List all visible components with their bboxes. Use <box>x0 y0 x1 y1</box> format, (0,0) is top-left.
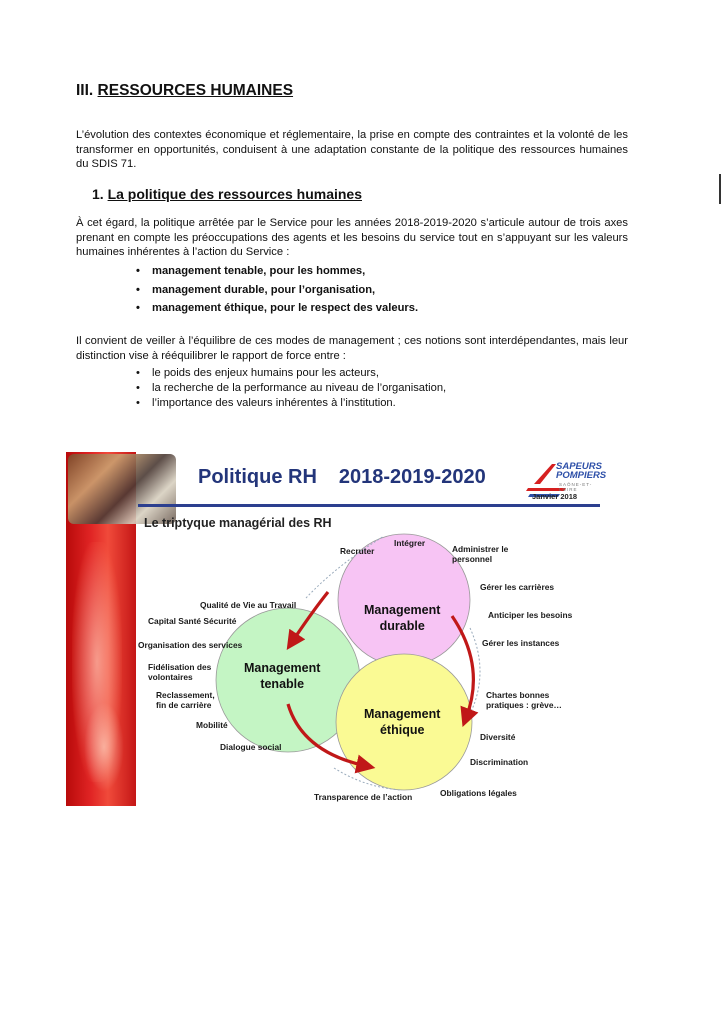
label-management-ethique <box>364 706 440 738</box>
label-management-durable <box>364 602 440 634</box>
label-line: Fidélisation des <box>148 662 212 672</box>
subsection-title: La politique des ressources humaines <box>107 186 362 202</box>
list-item: • management éthique, pour le respect des valeurs. <box>136 299 418 318</box>
circle-label-line: Management <box>364 707 441 721</box>
intro-paragraph: L’évolution des contextes économique et réglementaire, la prise en compte des contraintes et la volonté de les transformer en opportunités, conduisent à une adaptation constante de la politique des ressources humaines du SDIS 71. <box>76 129 628 171</box>
policy-paragraph: À cet égard, la politique arrêtée par le Service pour les années 2018-2019-2020 s’articule autour de trois axes prenant en compte les préoccupations des agents et les besoins du service tout en s’appuyant sur les valeurs humaines inhérentes à l’action du Service : <box>76 217 628 259</box>
list-item: • la recherche de la performance au niveau de l’organisation, <box>136 381 446 396</box>
logo-line-2: POMPIERS <box>556 470 607 481</box>
circle-label-line: durable <box>379 619 425 633</box>
figure-subtitle: Le triptyque managérial des RH <box>144 516 332 530</box>
label-diversite: Diversité <box>480 732 516 742</box>
label-line: fin de carrière <box>156 700 212 710</box>
label-organisation: Organisation des services <box>138 640 243 650</box>
label-administrer <box>452 544 508 564</box>
subsection-number: 1. <box>92 186 104 202</box>
list-item: • management durable, pour l’organisation, <box>136 281 418 300</box>
label-integrer: Intégrer <box>394 538 426 548</box>
label-fidelisation <box>148 662 211 682</box>
label-line: volontaires <box>148 672 193 682</box>
circle-label-line: éthique <box>379 723 425 737</box>
section-heading <box>76 82 293 100</box>
venn-diagram <box>66 452 608 806</box>
label-obligations: Obligations légales <box>440 788 517 798</box>
figure-title-text: Politique RH <box>198 466 317 488</box>
label-dialogue: Dialogue social <box>220 742 282 752</box>
label-line: Administrer le <box>452 544 509 554</box>
label-recruter: Recruter <box>340 546 375 556</box>
margin-mark <box>719 174 721 204</box>
rh-policy-figure <box>66 452 608 806</box>
label-chartes <box>486 690 562 710</box>
circle-label-line: Management <box>244 661 321 675</box>
label-management-tenable <box>244 660 320 692</box>
label-anticiper: Anticiper les besoins <box>488 610 573 620</box>
logo-line-1: SAPEURS <box>556 461 602 472</box>
list-item: • l’importance des valeurs inhérentes à l’institution. <box>136 396 446 411</box>
list-item: • management tenable, pour les hommes, <box>136 262 418 281</box>
label-reclassement <box>156 690 215 710</box>
logo-subtitle: SAÔNE-ET-LOIRE <box>559 482 593 492</box>
label-line: pratiques : grève… <box>486 700 562 710</box>
axes-list <box>136 262 418 318</box>
label-capital: Capital Santé Sécurité <box>148 616 237 626</box>
label-qualite: Qualité de Vie au Travail <box>200 600 297 610</box>
label-transparence: Transparence de l’action <box>314 792 413 802</box>
list-item: • le poids des enjeux humains pour les acteurs, <box>136 366 446 381</box>
figure-date: Janvier 2018 <box>532 492 578 501</box>
figure-years: 2018-2019-2020 <box>338 466 486 488</box>
label-mobilite: Mobilité <box>196 720 228 730</box>
section-number: III. <box>76 82 94 99</box>
circle-label-line: Management <box>364 603 441 617</box>
label-discrimination: Discrimination <box>470 757 529 767</box>
subsection-heading <box>92 186 362 202</box>
label-carrieres: Gérer les carrières <box>480 582 555 592</box>
enjeux-list <box>136 366 446 410</box>
label-line: Chartes bonnes <box>486 690 550 700</box>
circle-label-line: tenable <box>260 677 305 691</box>
balance-paragraph: Il convient de veiller à l’équilibre de ces modes de management ; ces notions sont interdépendantes, mais leur distinction vise à rééquilibrer le rapport de force entre : <box>76 335 628 362</box>
label-line: personnel <box>452 554 493 564</box>
label-instances: Gérer les instances <box>482 638 560 648</box>
label-line: Reclassement, <box>156 690 215 700</box>
section-title: RESSOURCES HUMAINES <box>97 82 294 99</box>
